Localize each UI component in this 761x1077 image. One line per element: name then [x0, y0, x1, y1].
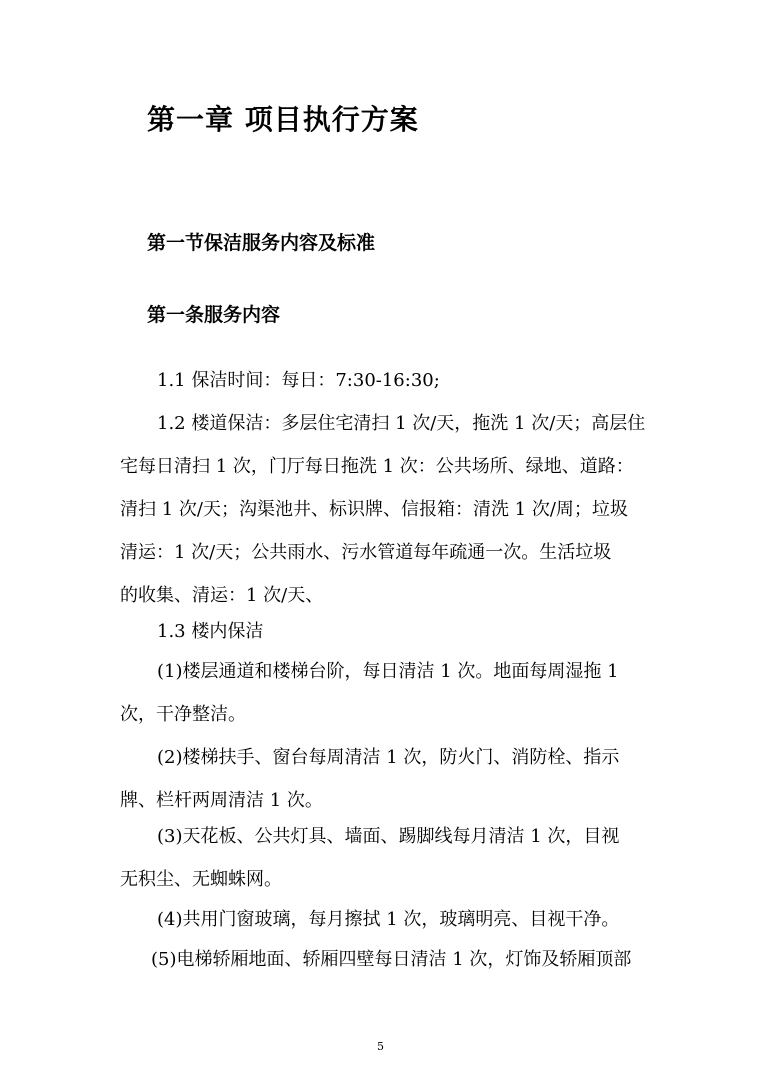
paragraph-line: 1.3 楼内保洁 — [157, 621, 264, 642]
paragraph-line: 牌、栏杆两周清洁 1 次。 — [120, 790, 323, 811]
paragraph-line: (3)天花板、公共灯具、墙面、踢脚线每月清洁 1 次，目视 — [157, 826, 620, 847]
paragraph-line: 1.1 保洁时间：每日：7:30-16:30; — [157, 370, 440, 391]
paragraph-line: 无积尘、无蜘蛛网。 — [120, 869, 282, 890]
paragraph-line: (1)楼层通道和楼梯台阶，每日清洁 1 次。地面每周湿拖 1 — [157, 661, 619, 682]
paragraph-line: 清扫 1 次/天；沟渠池井、标识牌、信报箱：清洗 1 次/周；垃圾 — [120, 499, 628, 520]
paragraph-line: 宅每日清扫 1 次，门厅每日拖洗 1 次：公共场所、绿地、道路： — [120, 456, 634, 477]
paragraph-line: (4)共用门窗玻璃，每月擦拭 1 次，玻璃明亮、目视干净。 — [157, 909, 620, 930]
section-title: 第一节保洁服务内容及标准 — [147, 232, 376, 254]
paragraph-line: 的收集、清运：1 次/天、 — [120, 585, 324, 606]
paragraph-line: (5)电梯轿厢地面、轿厢四壁每日清洁 1 次，灯饰及轿厢顶部 — [151, 949, 632, 970]
article-title: 第一条服务内容 — [147, 304, 281, 326]
chapter-title: 第一章 项目执行方案 — [147, 103, 419, 136]
page-number: 5 — [377, 1040, 384, 1053]
paragraph-line: 清运：1 次/天；公共雨水、污水管道每年疏通一次。生活垃圾 — [120, 542, 612, 563]
paragraph-line: 1.2 楼道保洁：多层住宅清扫 1 次/天，拖洗 1 次/天；高层住 — [157, 413, 646, 434]
paragraph-line: 次，干净整洁。 — [120, 704, 246, 725]
paragraph-line: (2)楼梯扶手、窗台每周清洁 1 次，防火门、消防栓、指示 — [157, 747, 620, 768]
